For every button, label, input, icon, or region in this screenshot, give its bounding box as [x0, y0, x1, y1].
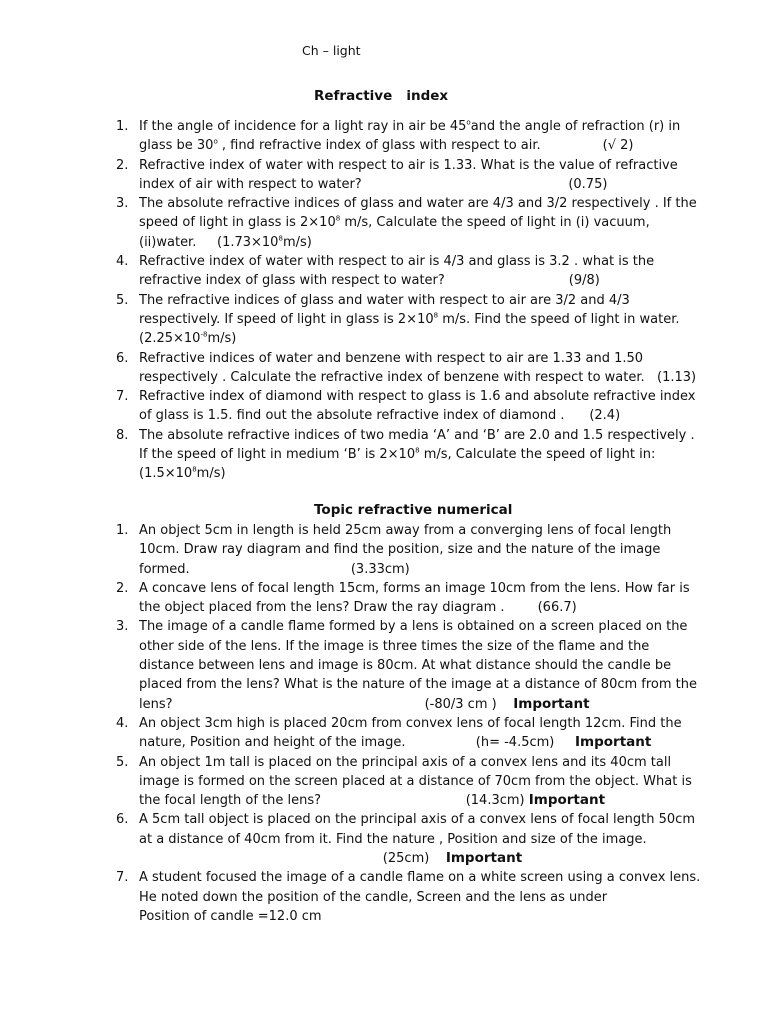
numerical-question-3: [0, 617, 698, 713]
question-line: An object 3cm high is placed 20cm from convex lens of focal length 12cm. Find the: [139, 715, 682, 731]
list-number: 2.: [116, 157, 129, 173]
refractive-index-question-5: [0, 291, 679, 349]
refractive-index-question-1: [0, 117, 679, 156]
list-number: 8.: [116, 427, 129, 443]
question-line: distance between lens and image is 80cm. At what distance should the candle be: [139, 658, 672, 674]
numerical-question-2: [0, 579, 690, 618]
superscript: 8: [415, 446, 420, 455]
question-line: lens? (-80/3 cm ) Important: [139, 695, 590, 712]
question-line: speed of light in glass is $2\times 10^8$ m/s, Calculate the speed of light in (i) vacuum,: [139, 215, 650, 231]
question-line: (ii)water. $(1.73\times 10^8m/s)$: [139, 234, 312, 250]
list-number: 5.: [116, 754, 129, 770]
question-line: The refractive indices of glass and water with respect to air are 3/2 and 4/3: [139, 292, 630, 308]
refractive-index-question-3: [0, 194, 697, 252]
list-number: 7.: [116, 389, 129, 405]
refractive-index-question-8: [0, 426, 695, 484]
question-line: $(2.25\times 10^{-8}m/s)$: [139, 330, 237, 347]
question-line: The absolute refractive indices of two media ‘A’ and ‘B’ are 2.0 and 1.5 respectively .: [139, 427, 695, 443]
numerical-question-4: [0, 714, 682, 753]
superscript: o: [466, 118, 471, 127]
superscript: 8: [335, 215, 341, 224]
question-line: Refractive indices of water and benzene with respect to air are 1.33 and 1.50: [139, 350, 644, 366]
question-line: A student focused the image of a candle flame on a white screen using a convex lens.: [139, 870, 701, 886]
refractive-index-question-6: [0, 349, 697, 388]
list-number: 1.: [116, 523, 129, 538]
superscript: o: [213, 137, 218, 146]
question-line: A concave lens of focal length 15cm, forms an image 10cm from the lens. How far is: [139, 580, 690, 596]
list-number: 5.: [116, 292, 129, 308]
refractive-index-question-list: [0, 117, 768, 484]
numerical-question-7: [0, 868, 701, 926]
question-line: refractive index of glass with respect to water? (9/8): [139, 273, 600, 289]
question-line: He noted down the position of the candle, Screen and the lens as under: [139, 889, 608, 905]
question-line: The absolute refractive indices of glass and water are 4/3 and 3/2 respectively . If the: [139, 196, 697, 212]
list-number: 6.: [116, 812, 129, 828]
list-number: 4.: [116, 254, 129, 270]
question-line: A 5cm tall object is placed on the principal axis of a convex lens of focal length 50cm: [139, 812, 695, 828]
question-line: $(1.5\times 10^8m/s)$: [139, 466, 226, 482]
question-line: glass be 30$^o$ , find refractive index of glass with respect to air. (√ 2): [139, 137, 634, 154]
question-line: If the angle of incidence for a light ray in air be 45$^o$and the angle of refraction (r) in: [139, 118, 681, 134]
question-line: Position of candle =12.0 cm: [139, 908, 322, 924]
question-line: Refractive index of diamond with respect to glass is 1.6 and absolute refractive index: [139, 389, 696, 405]
question-line: If the speed of light in medium ‘B’ is $2\times 10^8$ m/s, Calculate the speed of light in:: [139, 446, 656, 463]
numerical-question-5: [0, 753, 692, 811]
superscript: 8: [433, 311, 439, 320]
superscript: -8: [200, 330, 208, 339]
refractive-index-question-4: [0, 252, 679, 291]
list-number: 7.: [116, 870, 129, 886]
question-line: The image of a candle flame formed by a lens is obtained on a screen placed on the: [139, 619, 688, 635]
question-line: Refractive index of water with respect to air is 1.33. What is the value of refractive: [139, 157, 678, 173]
question-line: An object 1m tall is placed on the principal axis of a convex lens and its 40cm tall: [139, 754, 672, 770]
question-line: index of air with respect to water? (0.75): [139, 176, 608, 192]
important-label: Important: [575, 734, 652, 751]
list-number: 4.: [116, 715, 129, 731]
superscript: 8: [192, 466, 197, 475]
section-title-refractive-index: Refractive index: [314, 88, 449, 104]
question-line: 10cm. Draw ray diagram and find the position, size and the nature of the image: [139, 542, 661, 558]
list-number: 3.: [116, 619, 129, 635]
refractive-index-question-2: [0, 156, 679, 195]
numerical-question-1: [0, 521, 679, 579]
section-title-refractive-numerical: Topic refractive numerical: [314, 502, 513, 518]
list-number: 2.: [116, 580, 129, 596]
question-line: formed. (3.33cm): [139, 561, 410, 577]
important-label: Important: [513, 695, 590, 712]
question-line: at a distance of 40cm from it. Find the nature , Position and size of the image.: [139, 831, 647, 847]
question-line: the object placed from the lens? Draw the ray diagram . (66.7): [139, 600, 577, 616]
refractive-index-question-7: [0, 387, 696, 426]
important-label: Important: [445, 850, 523, 867]
question-line: of glass is 1.5. find out the absolute refractive index of diamond . (2.4): [139, 408, 621, 424]
list-number: 3.: [116, 196, 129, 212]
numerical-question-list: [0, 521, 768, 926]
question-line: Refractive index of water with respect to air is 4/3 and glass is 3.2 . what is the: [139, 254, 655, 270]
question-line: respectively. If speed of light in glass is $2\times 10^8$ m/s. Find the speed of light in water.: [139, 311, 680, 327]
question-line: other side of the lens. If the image is three times the size of the flame and the: [139, 638, 650, 654]
question-line: the focal length of the lens? (14.3cm) Important: [139, 792, 606, 809]
question-line: placed from the lens? What is the nature of the image at a distance of 80cm from the: [139, 677, 698, 693]
question-line: nature, Position and height of the image. (h= -4.5cm) Important: [139, 734, 652, 751]
superscript: 8: [278, 234, 283, 243]
list-number: 1.: [116, 119, 129, 134]
question-line: An object 5cm in length is held 25cm away from a converging lens of focal length: [139, 523, 672, 538]
numerical-question-6: [0, 810, 695, 868]
question-line: image is formed on the screen placed at a distance of 70cm from the object. What is: [139, 773, 692, 789]
question-line: respectively . Calculate the refractive index of benzene with respect to water. (1.13): [139, 369, 697, 385]
important-label: Important: [528, 792, 606, 809]
list-number: 6.: [116, 350, 129, 366]
chapter-header: Ch – light: [302, 43, 361, 58]
question-line: (25cm) Important: [139, 850, 523, 867]
